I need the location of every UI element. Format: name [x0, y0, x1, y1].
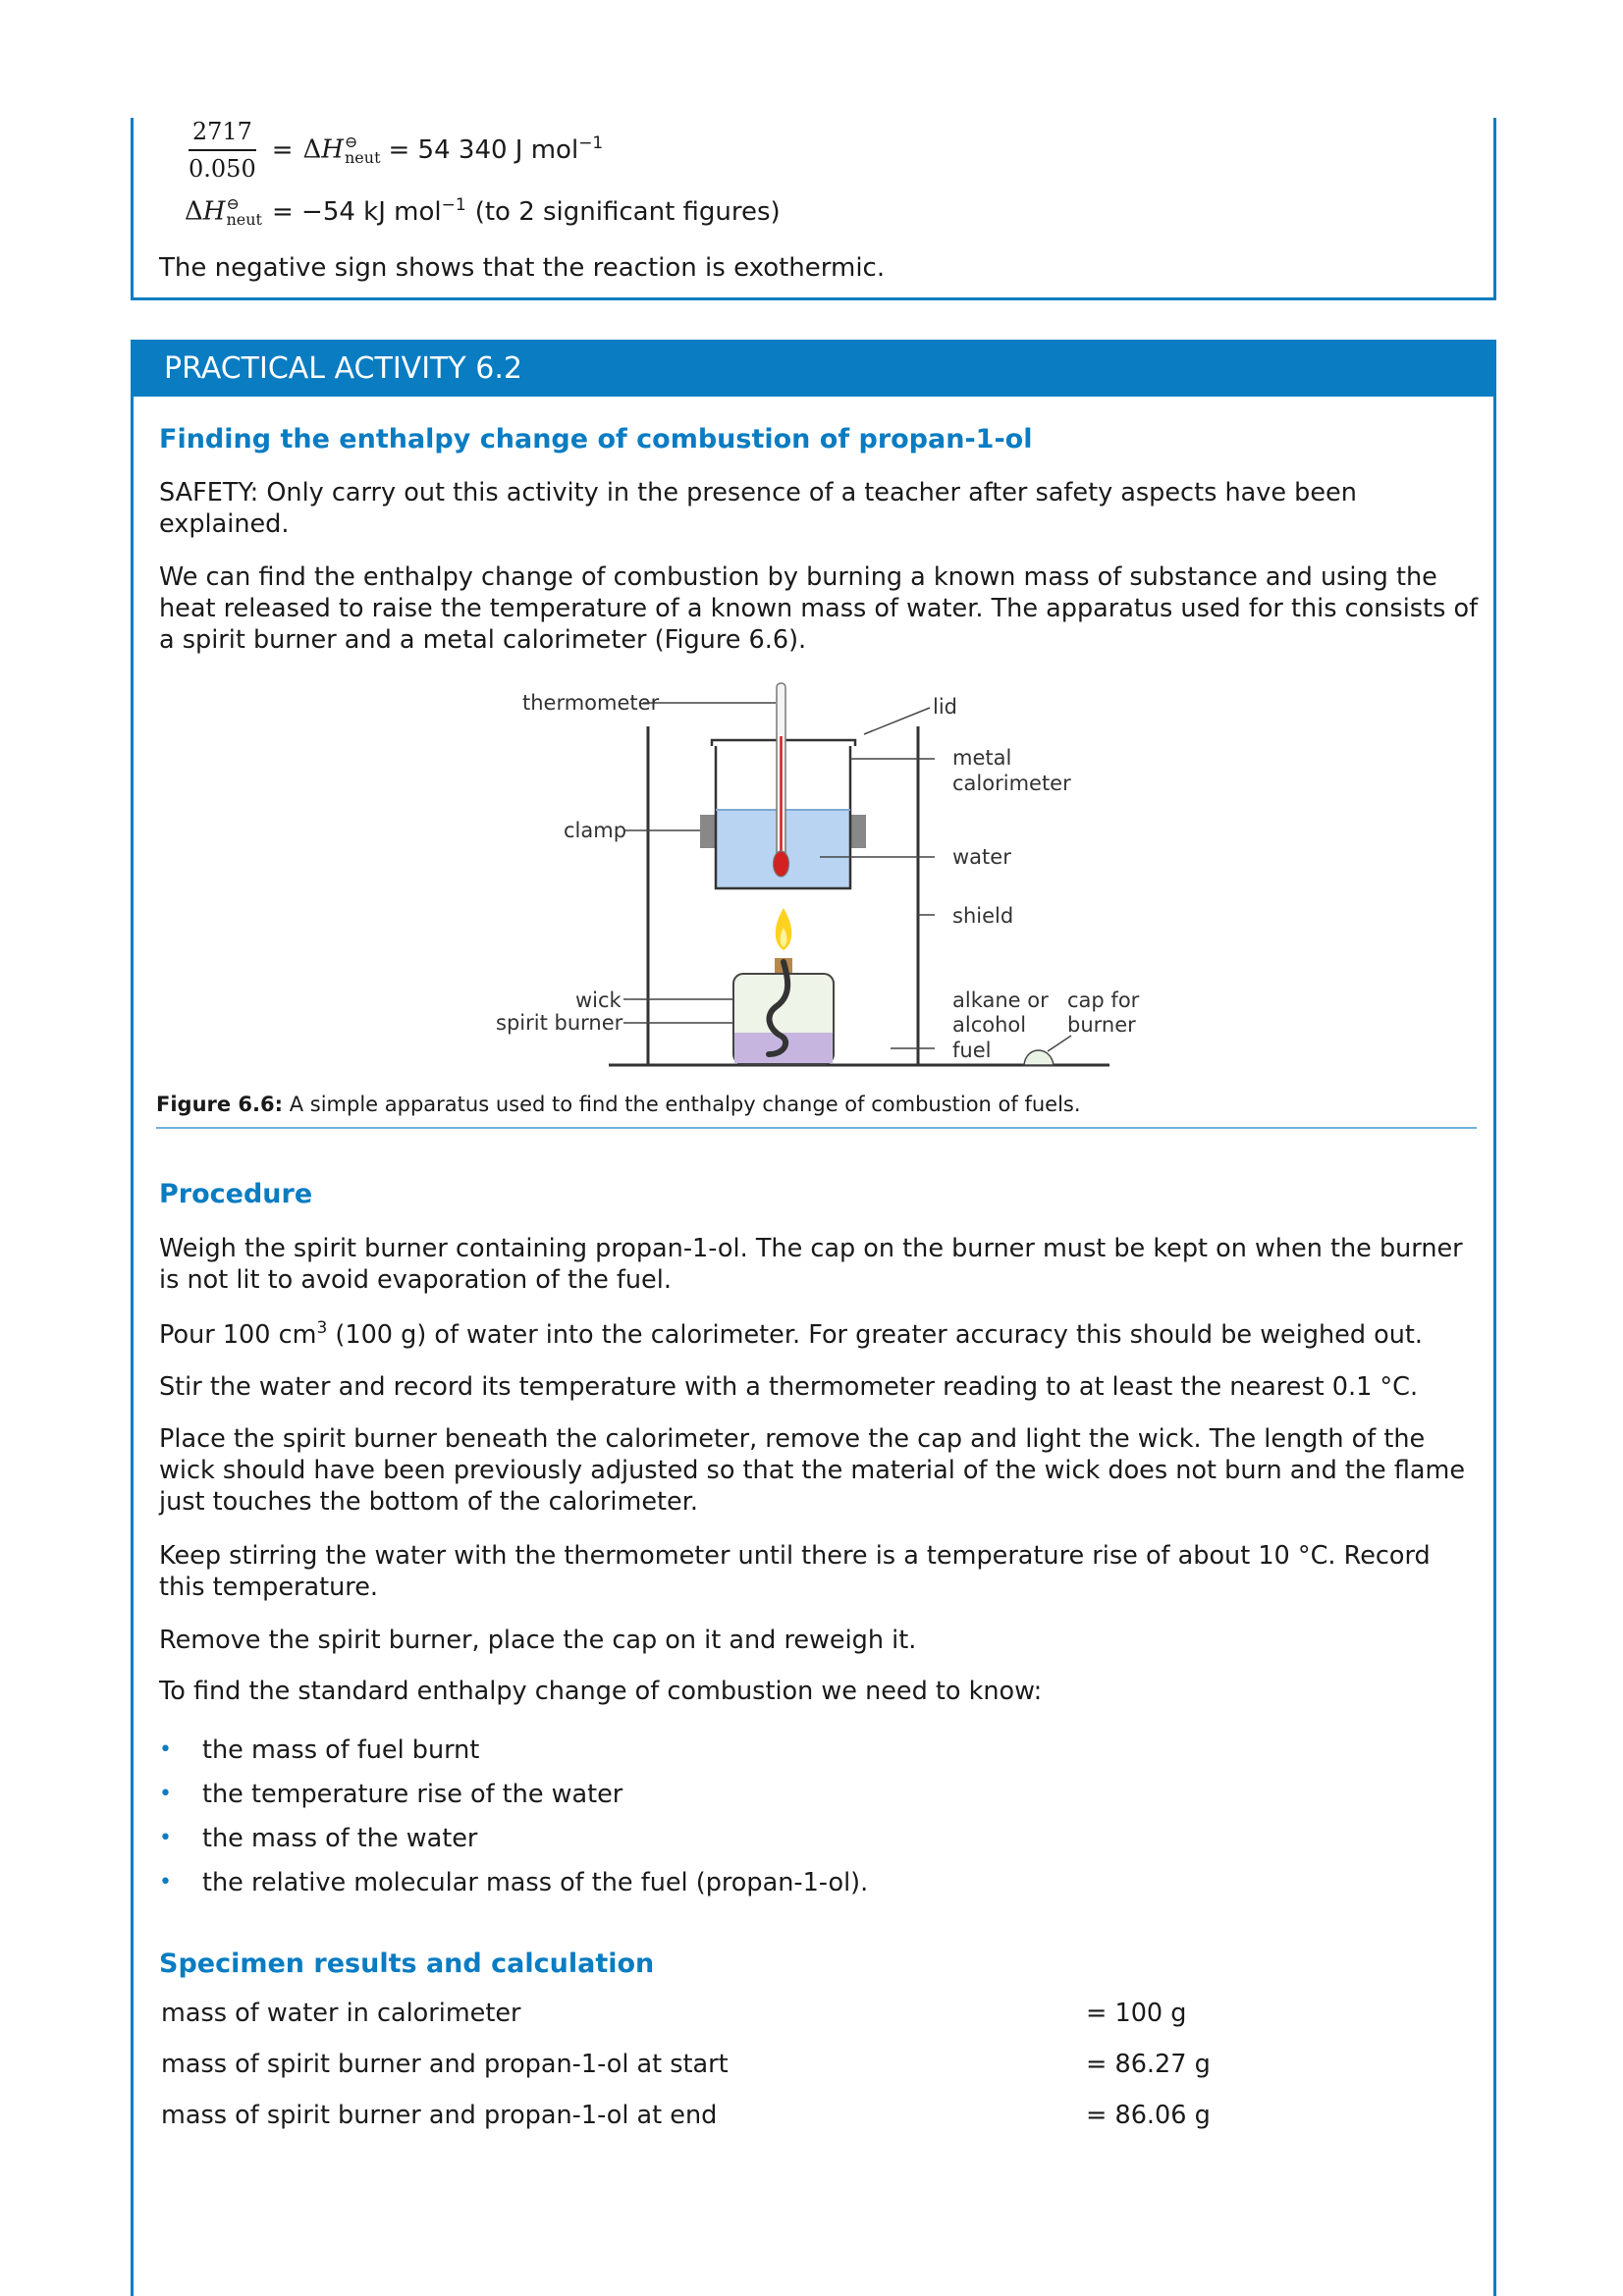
figure-caption: Figure 6.6: A simple apparatus used to find the enthalpy change of combustion of fuels. [156, 1093, 1081, 1116]
table-row [159, 1999, 1337, 2050]
procedure-step-4: Place the spirit burner beneath the calorimeter, remove the cap and light the wick. The length of the wick should have been previously adjusted so that the material of the wick does not burn and the flame just touches the bottom of the calorimeter. [159, 1424, 1466, 1517]
requirements-list [159, 1728, 868, 1904]
clamp-right [850, 815, 866, 848]
procedure-step-5: Keep stirring the water with the thermometer until there is a temperature rise of about 10 °C. Record this temperature. [159, 1541, 1431, 1602]
label-burner: burner [1067, 1013, 1136, 1037]
label-shield: shield [952, 904, 1014, 928]
result-label: mass of water in calorimeter [161, 1999, 521, 2028]
procedure-step-2: Pour 100 $cm^3$ (100 g) of water into the calorimeter. For greater accuracy this should be weighed out. [159, 1318, 1424, 1350]
procedure-step-3: Stir the water and record its temperature with a thermometer reading to at least the nearest 0.1 °C. [159, 1372, 1419, 1402]
table-row [159, 2101, 1337, 2152]
delta-h-neut-symbol: ΔH ⊖ neut [302, 133, 381, 167]
specimen-heading: Specimen results and calculation [159, 1949, 655, 1979]
eq2-result: = −54 kJ mol$^{-1}$ [271, 195, 466, 227]
eq1-result: = 54 340 J mol$^{-1}$ [388, 133, 604, 165]
label-water: water [952, 845, 1011, 869]
label-fuel: fuel [952, 1039, 992, 1062]
equation-line-1 [185, 116, 603, 185]
equals-sign: = [271, 135, 294, 165]
procedure-step-6: Remove the spirit burner, place the cap on it and reweigh it. [159, 1626, 917, 1655]
list-item: • the temperature rise of the water [159, 1779, 623, 1809]
fraction [185, 118, 260, 183]
clamp-left [700, 815, 716, 848]
apparatus-diagram [486, 677, 1173, 1070]
activity-title: Finding the enthalpy change of combustion of propan-1-ol [159, 424, 1033, 454]
cap-for-burner [1024, 1050, 1054, 1065]
table-row [159, 2050, 1337, 2101]
practical-activity-header: PRACTICAL ACTIVITY 6.2 [131, 340, 1496, 397]
equation-line-2 [185, 196, 781, 228]
result-value: = 86.06 g [1086, 2101, 1211, 2130]
label-thermometer: thermometer [522, 691, 660, 715]
fraction-denominator: 0.050 [189, 155, 256, 183]
list-item: • the mass of the water [159, 1823, 478, 1853]
label-wick: wick [575, 988, 622, 1012]
delta-h-neut-symbol: ΔH ⊖ neut [185, 194, 262, 229]
label-spirit-burner: spirit burner [496, 1011, 623, 1035]
label-alkane-or: alkane or [952, 988, 1049, 1012]
procedure-step-7: To find the standard enthalpy change of combustion we need to know: [159, 1677, 1043, 1706]
procedure-heading: Procedure [159, 1179, 313, 1209]
label-cap-for: cap for [1067, 988, 1140, 1012]
negative-sign-note: The negative sign shows that the reaction is exothermic. [159, 253, 886, 283]
intro-paragraph: We can find the enthalpy change of combustion by burning a known mass of substance and using the heat released to raise the temperature of a known mass of water. The apparatus used for this consists of a spirit burner and a metal calorimeter (Figure 6.6). [159, 562, 1479, 655]
result-label: mass of spirit burner and propan-1-ol at end [161, 2101, 718, 2130]
label-alcohol: alcohol [952, 1013, 1027, 1037]
label-clamp: clamp [564, 819, 627, 842]
label-metal: metal [952, 746, 1012, 770]
caption-divider [156, 1127, 1477, 1129]
result-value: = 100 g [1086, 1999, 1187, 2028]
fraction-numerator: 2717 [189, 118, 256, 151]
result-value: = 86.27 g [1086, 2050, 1211, 2079]
list-item: • the relative molecular mass of the fuel (propan-1-ol). [159, 1867, 869, 1897]
label-lid: lid [933, 695, 957, 719]
procedure-step-1: Weigh the spirit burner containing propan-1-ol. The cap on the burner must be kept on when the burner is not lit to avoid evaporation of the fuel. [159, 1234, 1463, 1295]
results-table [159, 1999, 1337, 2152]
safety-paragraph: SAFETY: Only carry out this activity in the presence of a teacher after safety aspects have been explained. [159, 478, 1357, 539]
eq2-note: (to 2 significant figures) [474, 197, 781, 227]
label-calorimeter: calorimeter [952, 772, 1071, 795]
result-label: mass of spirit burner and propan-1-ol at start [161, 2050, 729, 2079]
list-item: • the mass of fuel burnt [159, 1735, 480, 1765]
